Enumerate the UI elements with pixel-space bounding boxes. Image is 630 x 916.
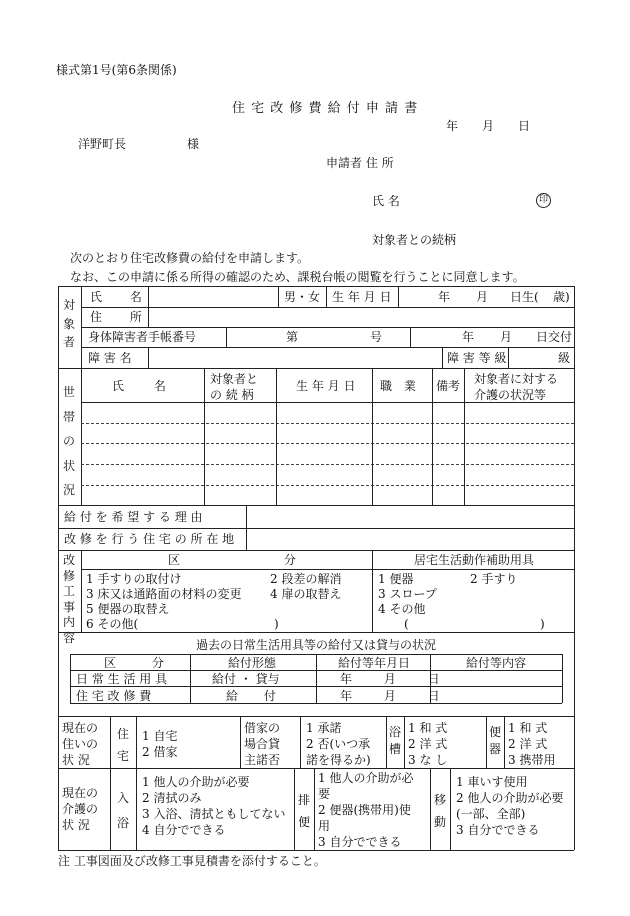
grade-label: 障 害 等 級 (447, 351, 507, 365)
work-item-6: 6 その他( (86, 617, 139, 631)
date-month: 月 (482, 119, 495, 133)
moving-label: 移動 (433, 793, 446, 829)
issue-month: 月 (500, 330, 513, 344)
work-item-3: 3 床又は通路面の材料の変更 (86, 587, 242, 601)
equip-item-4: 4 その他 (378, 602, 426, 616)
house-options: 1 自宅 2 借家 (142, 729, 178, 759)
footer-note: 注 工事図面及び改修工事見積書を添付すること。 (58, 854, 326, 868)
birth-age: 歳) (553, 290, 570, 304)
work-item-6-close: ) (274, 617, 279, 631)
equip-item-1: 1 便器 (378, 572, 414, 586)
rental-consent-options: 1 承諾 2 否(いつ承 諾を得るか) (306, 721, 371, 767)
works-col-category: 区 分 (168, 553, 296, 567)
honorific: 様 (187, 137, 200, 151)
col-remarks: 備考 (436, 379, 461, 393)
current-residence-label: 現在の 住いの 状 況 (62, 721, 99, 767)
work-item-5: 5 便器の取替え (86, 602, 170, 616)
grade-unit: 級 (558, 351, 571, 365)
gender-option: 男・女 (284, 290, 321, 304)
bathing-options: 1 他人の介助が必要 2 清拭のみ 3 入浴、清拭ともしてない 4 自分でできる (142, 775, 286, 837)
seal-mark: 印 (536, 193, 551, 208)
date-day: 日 (518, 119, 531, 133)
equip-item-3: 3 スロープ (378, 587, 437, 601)
past-row1-date: 年 月 日 (340, 672, 440, 686)
bath-label: 浴槽 (388, 725, 401, 756)
past-col-form: 給付形態 (228, 656, 277, 670)
section-label-subject: 対象者 (62, 298, 75, 350)
past-row1-form: 給付 ・ 貸与 (212, 672, 280, 686)
past-col-content: 給付等内容 (466, 656, 527, 670)
rental-consent-label: 借家の 場合貸 主諾否 (244, 721, 281, 767)
past-title: 過去の日常生活用具等の給付又は貸与の状況 (196, 638, 437, 652)
applicant-name-label: 氏 名 (372, 194, 400, 208)
excretion-options: 1 他人の介助が必 要 2 便器(携帯用)使 用 3 自分でできる (318, 771, 414, 849)
issue-day: 日交付 (536, 330, 573, 344)
house-label: 住宅 (116, 727, 129, 763)
disability-label: 障 害 名 (88, 351, 132, 365)
intro-line-1: 次のとおり住宅改修費の給付を申請します。 (70, 251, 310, 265)
moving-options: 1 車いす使用 2 他人の介助が必要 (一部、全部) 3 自分でできる (456, 775, 564, 837)
page-title: 住 宅 改 修 費 給 付 申 請 書 (232, 101, 419, 116)
toilet-label: 便器 (488, 725, 501, 756)
intro-line-2: なお、この申請に係る所得の確認のため、課税台帳の閲覧を行うことに同意します。 (70, 270, 525, 284)
location-label: 改 修 を 行 う 住 宅 の 所 在 地 (64, 532, 235, 546)
work-item-1: 1 手すりの取付け (86, 572, 182, 586)
handbook-no-prefix: 第 (286, 330, 299, 344)
reason-label: 給 付 を 希 望 す る 理 由 (64, 510, 203, 524)
name-label: 氏 名 (90, 290, 142, 304)
col-birth: 生 年 月 日 (296, 379, 356, 393)
addressee: 洋野町長 (78, 137, 127, 151)
applicant-address-label: 申請者 住 所 (326, 156, 394, 170)
past-row2-date: 年 月 日 (340, 689, 440, 703)
birth-month: 月 (476, 290, 489, 304)
work-item-2: 2 段差の解消 (270, 572, 342, 586)
current-care-label: 現在の 介護の 状 況 (62, 786, 99, 832)
bathing-label: 入浴 (116, 791, 129, 831)
section-label-household: 世帯の状況 (62, 385, 75, 498)
handbook-no-suffix: 号 (370, 330, 383, 344)
toilet-options: 1 和 式 2 洋 式 3 携帯用 (508, 721, 556, 767)
works-col-equipment: 居宅生活動作補助用具 (414, 553, 535, 567)
birth-label: 生 年 月 日 (332, 290, 392, 304)
date-year: 年 (446, 119, 459, 133)
equip-item-2: 2 手すり (470, 572, 518, 586)
equip-item-4-open: ( (404, 617, 409, 631)
col-occupation: 職 業 (380, 379, 416, 393)
col-care-2: 介護の状況等 (474, 388, 547, 402)
section-label-works: 改修工事内容 (62, 553, 75, 645)
relationship-label: 対象者との続柄 (372, 233, 457, 247)
address-label: 住 所 (90, 310, 142, 324)
col-name: 氏 名 (112, 379, 166, 393)
past-row2-form: 給 付 (226, 689, 276, 703)
col-relation-2: の 続 柄 (210, 388, 254, 402)
excretion-label: 排便 (297, 793, 310, 829)
past-col-category: 区 分 (104, 656, 164, 670)
issue-year: 年 (462, 330, 475, 344)
past-col-date: 給付等年月日 (338, 656, 411, 670)
birth-year: 年 (438, 290, 451, 304)
work-item-4: 4 扉の取替え (270, 587, 342, 601)
bath-options: 1 和 式 2 洋 式 3 な し (408, 721, 448, 767)
past-row2-category: 住 宅 改 修 費 (76, 689, 152, 703)
handbook-label: 身体障害者手帳番号 (88, 330, 197, 344)
col-care-1: 対象者に対する (474, 372, 559, 386)
col-relation-1: 対象者と (210, 372, 259, 386)
equip-item-4-close: ) (540, 617, 545, 631)
past-row1-category: 日 常 生 活 用 具 (76, 672, 168, 686)
form-number: 様式第1号(第6条関係) (56, 63, 177, 77)
birth-day: 日生( (510, 290, 539, 304)
